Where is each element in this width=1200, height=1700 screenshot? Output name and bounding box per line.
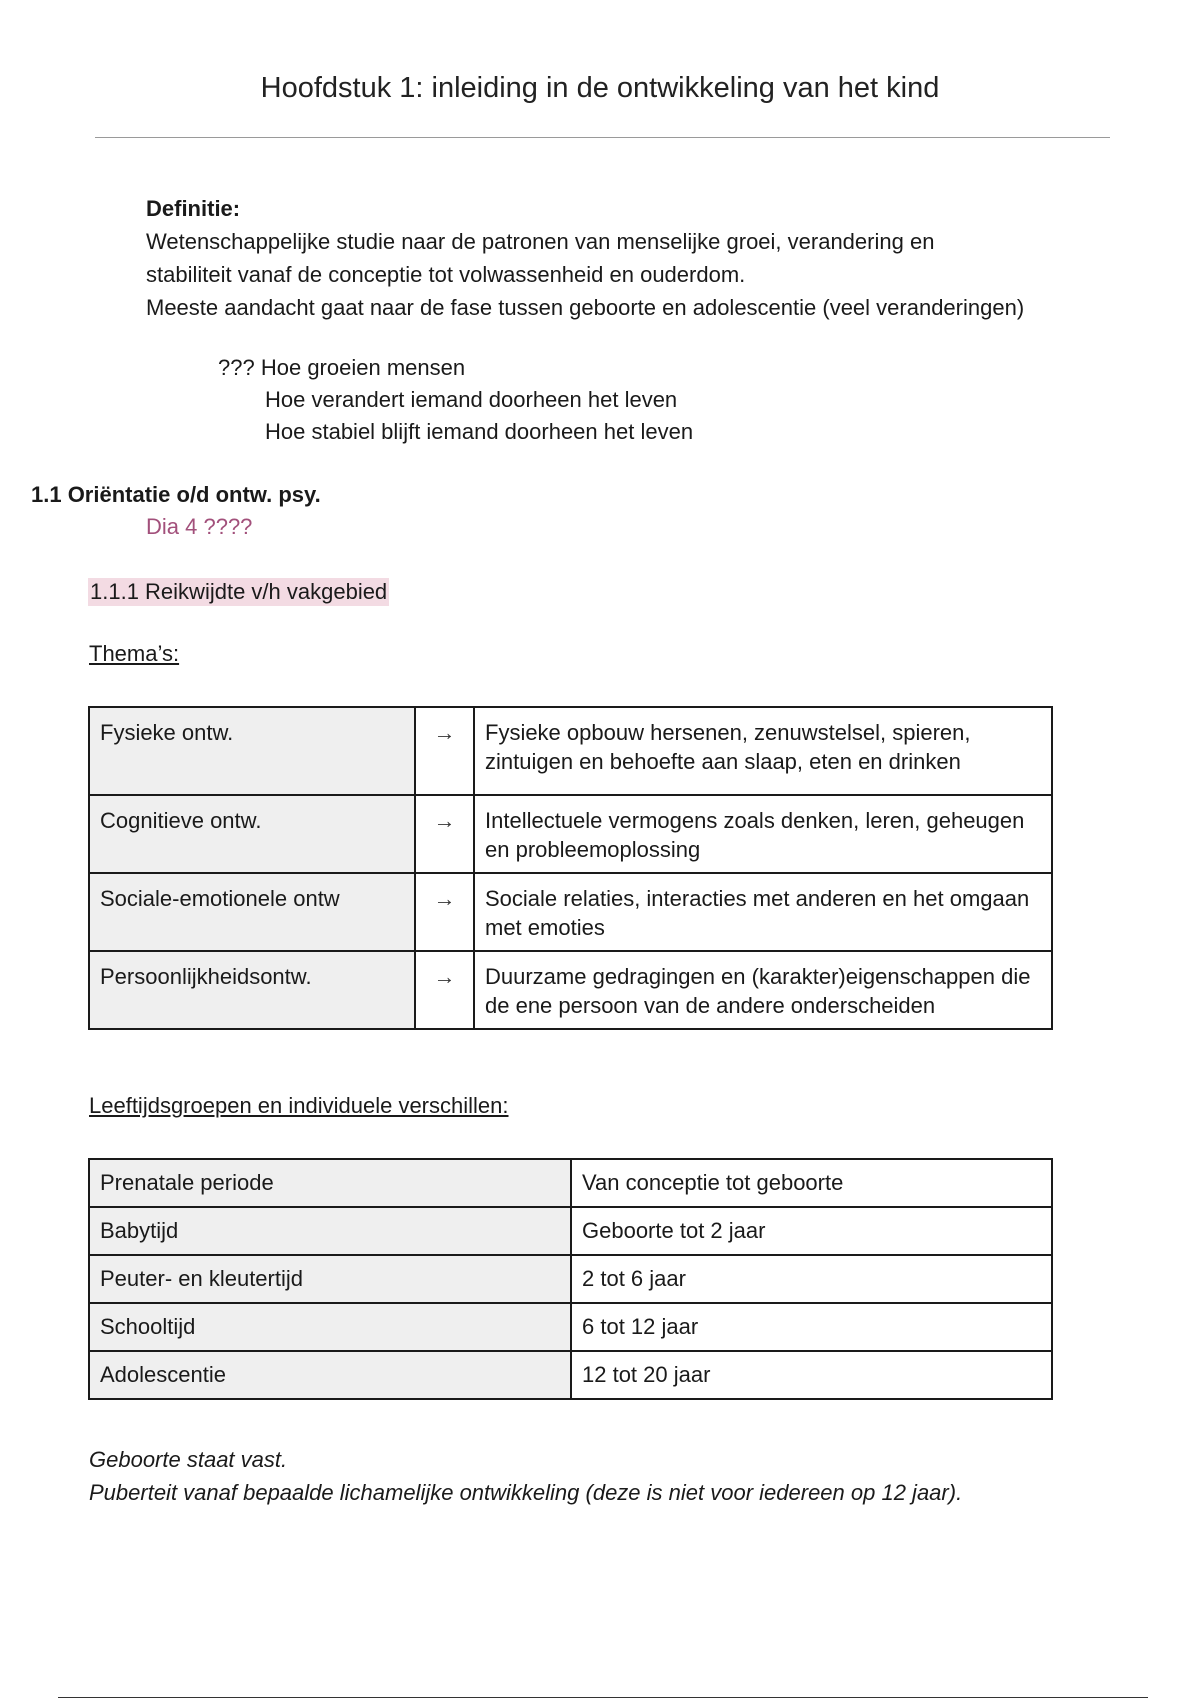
definition-line: Wetenschappelijke studie naar de patronen van menselijke groei, verandering en [146, 229, 935, 254]
notes-block [89, 1443, 962, 1509]
table-row [89, 1303, 1052, 1351]
table-row [89, 1351, 1052, 1399]
age-group-name: Babytijd [89, 1207, 571, 1255]
age-group-range: 6 tot 12 jaar [571, 1303, 1052, 1351]
table-row [89, 1159, 1052, 1207]
theme-description: Sociale relaties, interacties met anderen en het omgaan met emoties [474, 873, 1052, 951]
definition-block [146, 192, 1146, 324]
themes-label: Thema’s: [89, 641, 180, 666]
question-text: Hoe verandert iemand doorheen het leven [265, 387, 678, 412]
age-group-name: Schooltijd [89, 1303, 571, 1351]
question-line [218, 416, 693, 448]
note-line: Geboorte staat vast. [89, 1447, 288, 1472]
theme-name: Persoonlijkheidsontw. [89, 951, 415, 1029]
theme-description: Duurzame gedragingen en (karakter)eigenschappen die de ene persoon van de andere onderscheiden [474, 951, 1052, 1029]
page-title: Hoofdstuk 1: inleiding in de ontwikkeling van het kind [260, 72, 940, 104]
questions-block [218, 352, 693, 448]
age-group-range: 12 tot 20 jaar [571, 1351, 1052, 1399]
themes-table [88, 706, 1053, 1030]
table-row [89, 707, 1052, 795]
table-row [89, 1255, 1052, 1303]
arrow-icon: → [415, 873, 474, 951]
table-row [89, 873, 1052, 951]
definition-line: Meeste aandacht gaat naar de fase tussen geboorte en adolescentie (veel veranderingen) [146, 295, 1025, 320]
age-group-name: Adolescentie [89, 1351, 571, 1399]
page-bottom-divider [58, 1697, 1148, 1698]
age-group-name: Peuter- en kleutertijd [89, 1255, 571, 1303]
subsection-heading: 1.1.1 Reikwijdte v/h vakgebied [90, 579, 388, 604]
theme-name: Sociale-emotionele ontw [89, 873, 415, 951]
question-line [218, 352, 693, 384]
definition-label: Definitie: [146, 196, 241, 221]
age-groups-table [88, 1158, 1053, 1400]
age-groups-label: Leeftijdsgroepen en individuele verschillen: [89, 1093, 509, 1118]
arrow-icon: → [415, 707, 474, 795]
age-group-range: Van conceptie tot geboorte [571, 1159, 1052, 1207]
definition-line: stabiliteit vanaf de conceptie tot volwassenheid en ouderdom. [146, 262, 746, 287]
age-group-range: 2 tot 6 jaar [571, 1255, 1052, 1303]
age-group-range: Geboorte tot 2 jaar [571, 1207, 1052, 1255]
question-text: Hoe stabiel blijft iemand doorheen het leven [265, 419, 694, 444]
note-line: Puberteit vanaf bepaalde lichamelijke ontwikkeling (deze is niet voor iedereen op 12 jaar). [89, 1480, 963, 1505]
theme-name: Fysieke ontw. [89, 707, 415, 795]
question-prefix: ??? [218, 355, 255, 380]
arrow-icon: → [415, 951, 474, 1029]
table-row [89, 795, 1052, 873]
title-divider [95, 137, 1110, 138]
age-group-name: Prenatale periode [89, 1159, 571, 1207]
theme-name: Cognitieve ontw. [89, 795, 415, 873]
slide-note: Dia 4 ???? [146, 514, 253, 539]
table-row [89, 1207, 1052, 1255]
theme-description: Fysieke opbouw hersenen, zenuwstelsel, spieren, zintuigen en behoefte aan slaap, eten en drinken [474, 707, 1052, 795]
table-row [89, 951, 1052, 1029]
theme-description: Intellectuele vermogens zoals denken, leren, geheugen en probleemoplossing [474, 795, 1052, 873]
question-line [218, 384, 693, 416]
section-heading: 1.1 Oriëntatie o/d ontw. psy. [31, 482, 321, 507]
arrow-icon: → [415, 795, 474, 873]
question-text: Hoe groeien mensen [260, 355, 466, 380]
